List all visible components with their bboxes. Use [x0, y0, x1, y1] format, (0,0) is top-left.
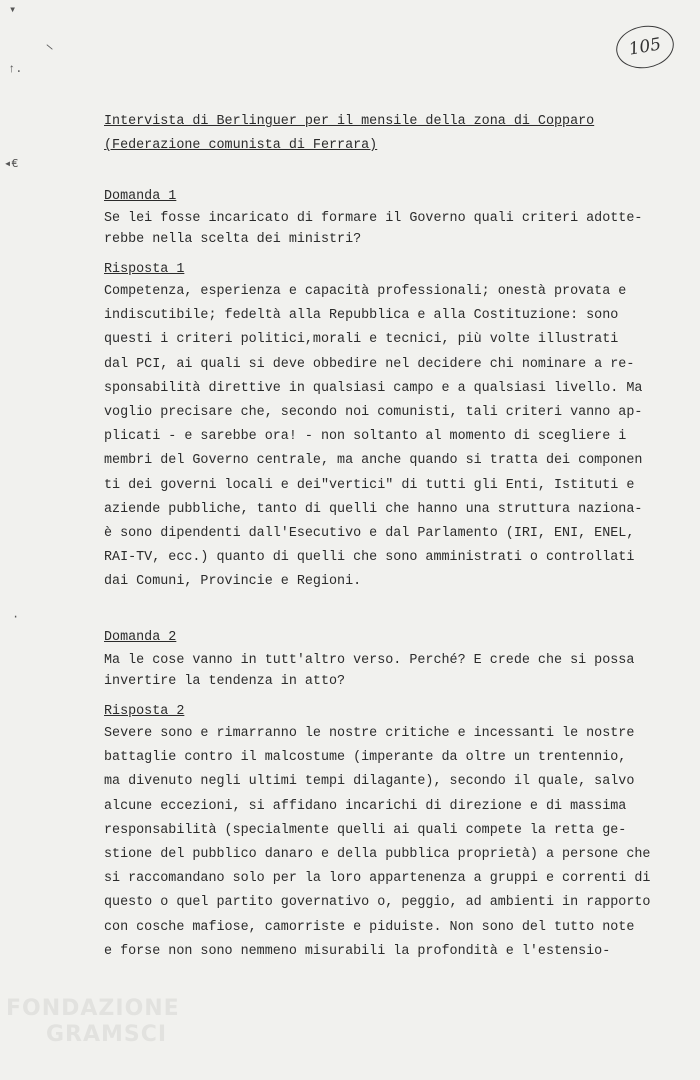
page-number-stamp: [613, 21, 677, 72]
text-line: sponsabilità direttive in qualsiasi campo e a qualsiasi livello. Ma: [104, 380, 643, 396]
margin-mark: —: [42, 39, 57, 55]
text-line: ti dei governi locali e dei"vertici" di tutti gli Enti, Istituti e: [104, 477, 635, 493]
margin-mark: ·: [12, 610, 20, 624]
text-line: stione del pubblico danaro e della pubblica proprietà) a persone che: [104, 847, 651, 863]
text-line: ma divenuto negli ultimi tempi dilagante), secondo il quale, salvo: [104, 774, 635, 790]
margin-mark: ▾: [9, 3, 17, 17]
question-2-text: [104, 650, 674, 692]
text-line: rebbe nella scelta dei ministri?: [104, 232, 362, 247]
watermark-line: GRAMSCI: [46, 1022, 168, 1047]
text-line: alcune eccezioni, si affidano incarichi di direzione e di massima: [104, 798, 627, 814]
text-line: Se lei fosse incaricato di formare il Governo quali criteri adotte-: [104, 211, 643, 226]
text-line: aziende pubbliche, tanto di quelli che hanno una struttura naziona-: [104, 501, 643, 517]
margin-mark: ↑.: [8, 62, 23, 76]
text-line: Competenza, esperienza e capacità professionali; onestà provata e: [104, 284, 627, 299]
text-line: con cosche mafiose, camorriste e piduiste. Non sono del tutto note: [104, 919, 635, 935]
text-line: dal PCI, ai quali si deve obbedire nel decidere chi nominare a re-: [104, 356, 635, 372]
text-line: RAI-TV, ecc.) quanto di quelli che sono amministrati o controllati: [104, 550, 635, 566]
text-line: dai Comuni, Provincie e Regioni.: [104, 574, 362, 590]
question-1-heading: Domanda 1: [104, 189, 177, 204]
page-number: 105: [627, 34, 663, 60]
document-title: [104, 110, 664, 158]
answer-1-heading: Risposta 1: [104, 262, 185, 277]
text-line: Ma le cose vanno in tutt'altro verso. Perché? E crede che si possa: [104, 653, 635, 668]
text-line: invertire la tendenza in atto?: [104, 674, 346, 689]
text-line: si raccomandano solo per la loro appartenenza a gruppi e correnti di: [104, 871, 651, 887]
text-line: battaglie contro il malcostume (imperante da oltre un trentennio,: [104, 750, 627, 766]
text-line: plicati - e sarebbe ora! - non soltanto al momento di scegliere i: [104, 429, 627, 445]
text-line: è sono dipendenti dall'Esecutivo e dal Parlamento (IRI, ENI, ENEL,: [104, 526, 635, 542]
answer-2-text: [104, 722, 674, 964]
text-line: e forse non sono nemmeno misurabili la profondità e l'estensio-: [104, 943, 611, 959]
text-line: voglio precisare che, secondo noi comunisti, tali criteri vanno ap-: [104, 405, 643, 421]
question-2-heading: Domanda 2: [104, 630, 177, 645]
watermark-line: FONDAZIONE: [6, 996, 180, 1021]
margin-mark: ◂€: [4, 157, 19, 171]
watermark-logo: [6, 996, 180, 1048]
text-line: indiscutibile; fedeltà alla Repubblica e alla Costituzione: sono: [104, 308, 619, 324]
answer-1-text: [104, 280, 674, 595]
title-line: Intervista di Berlinguer per il mensile della zona di Copparo: [104, 114, 595, 129]
text-line: questi i criteri politici,morali e tecnici, più volte illustrati: [104, 332, 619, 348]
text-line: responsabilità (specialmente quelli ai quali compete la retta ge-: [104, 822, 627, 838]
question-1-text: [104, 208, 674, 250]
answer-2-heading: Risposta 2: [104, 704, 185, 719]
title-line: (Federazione comunista di Ferrara): [104, 138, 378, 153]
text-line: Severe sono e rimarranno le nostre critiche e incessanti le nostre: [104, 726, 635, 741]
text-line: membri del Governo centrale, ma anche quando si tratta dei componen: [104, 453, 643, 469]
text-line: questo o quel partito governativo o, peggio, ad ambienti in rapporto: [104, 895, 651, 911]
